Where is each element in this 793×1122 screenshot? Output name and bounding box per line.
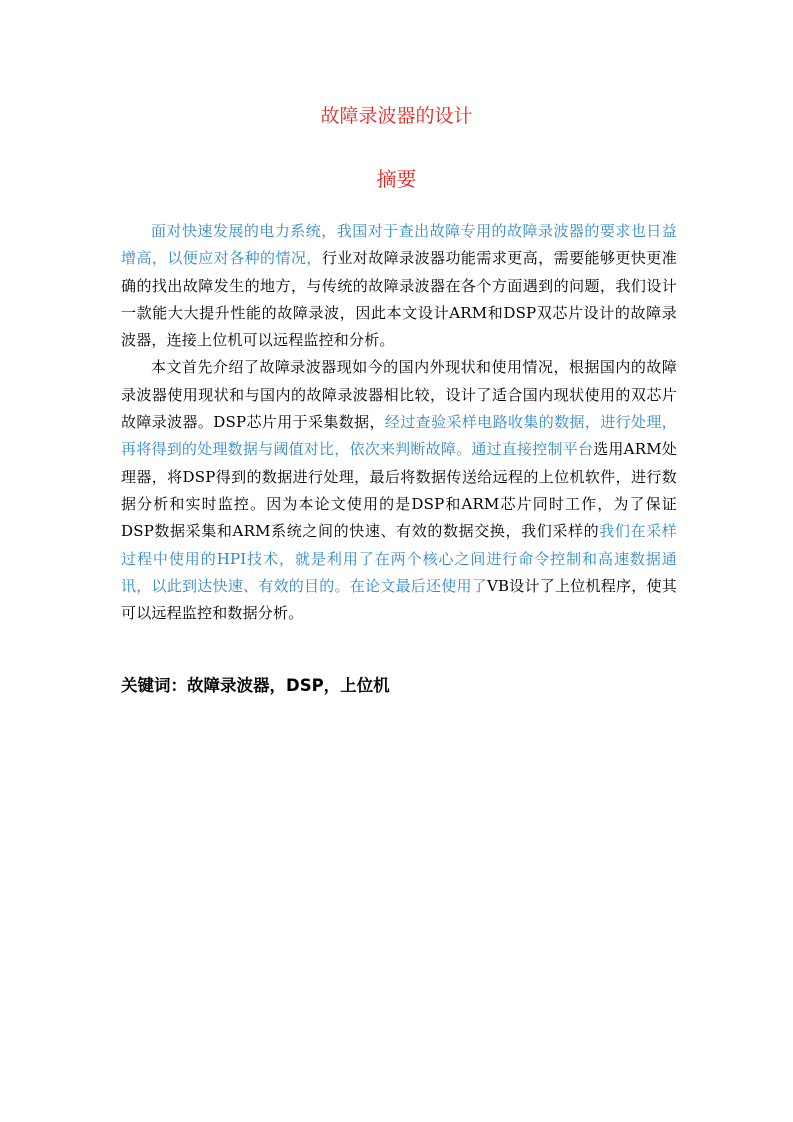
- abstract-paragraph-1: [121, 218, 677, 354]
- keywords-line: 关键词：故障录波器，DSP，上位机: [121, 676, 390, 695]
- abstract-body: [121, 218, 677, 627]
- paragraph-text: VB设计了上位机程序，使其可以远程监控和数据分析。: [121, 576, 677, 623]
- document-title: 故障录波器的设计: [320, 105, 473, 127]
- highlighted-text: 我们在采样过程中使用的HPI技术，就是利用了在两个核心之间进行命令控制和高速数据通讯，以此到达快速、有效的目的。在论文最后还使用了: [121, 522, 677, 595]
- abstract-paragraph-2: [121, 354, 677, 627]
- paragraph-text: 选用ARM处理器，将DSP得到的数据进行处理，最后将数据传送给远程的上位机软件，进行数据分析和实时监控。因为本论文使用的是DSP和ARM芯片同时工作，为了保证DSP数据采集和ARM系统之间的快速、有效的数据交换，我们采样的: [121, 440, 677, 541]
- paragraph-text: 行业对故障录波器功能需求更高，需要能够更快更准确的找出故障发生的地方，与传统的故障录波器在各个方面遇到的问题，我们设计一款能大大提升性能的故障录波，因此本文设计ARM和DSP双芯片设计的故障录波器，连接上位机可以远程监控和分析。: [121, 249, 677, 350]
- abstract-heading: 摘要: [376, 167, 417, 191]
- highlighted-text: 经过查验采样电路收集的数据，进行处理，再将得到的处理数据与阈值对比，依次来判断故障。通过直接控制平台: [121, 413, 677, 459]
- highlighted-text: 面对快速发展的电力系统，我国对于查出故障专用的故障录波器的要求也日益增高，以便应对各种的情况，: [121, 222, 677, 268]
- paragraph-text: 本文首先介绍了故障录波器现如今的国内外现状和使用情况，根据国内的故障录波器使用现状和与国内的故障录波器相比较，设计了适合国内现状使用的双芯片故障录波器。DSP芯片用于采集数据，: [121, 358, 677, 432]
